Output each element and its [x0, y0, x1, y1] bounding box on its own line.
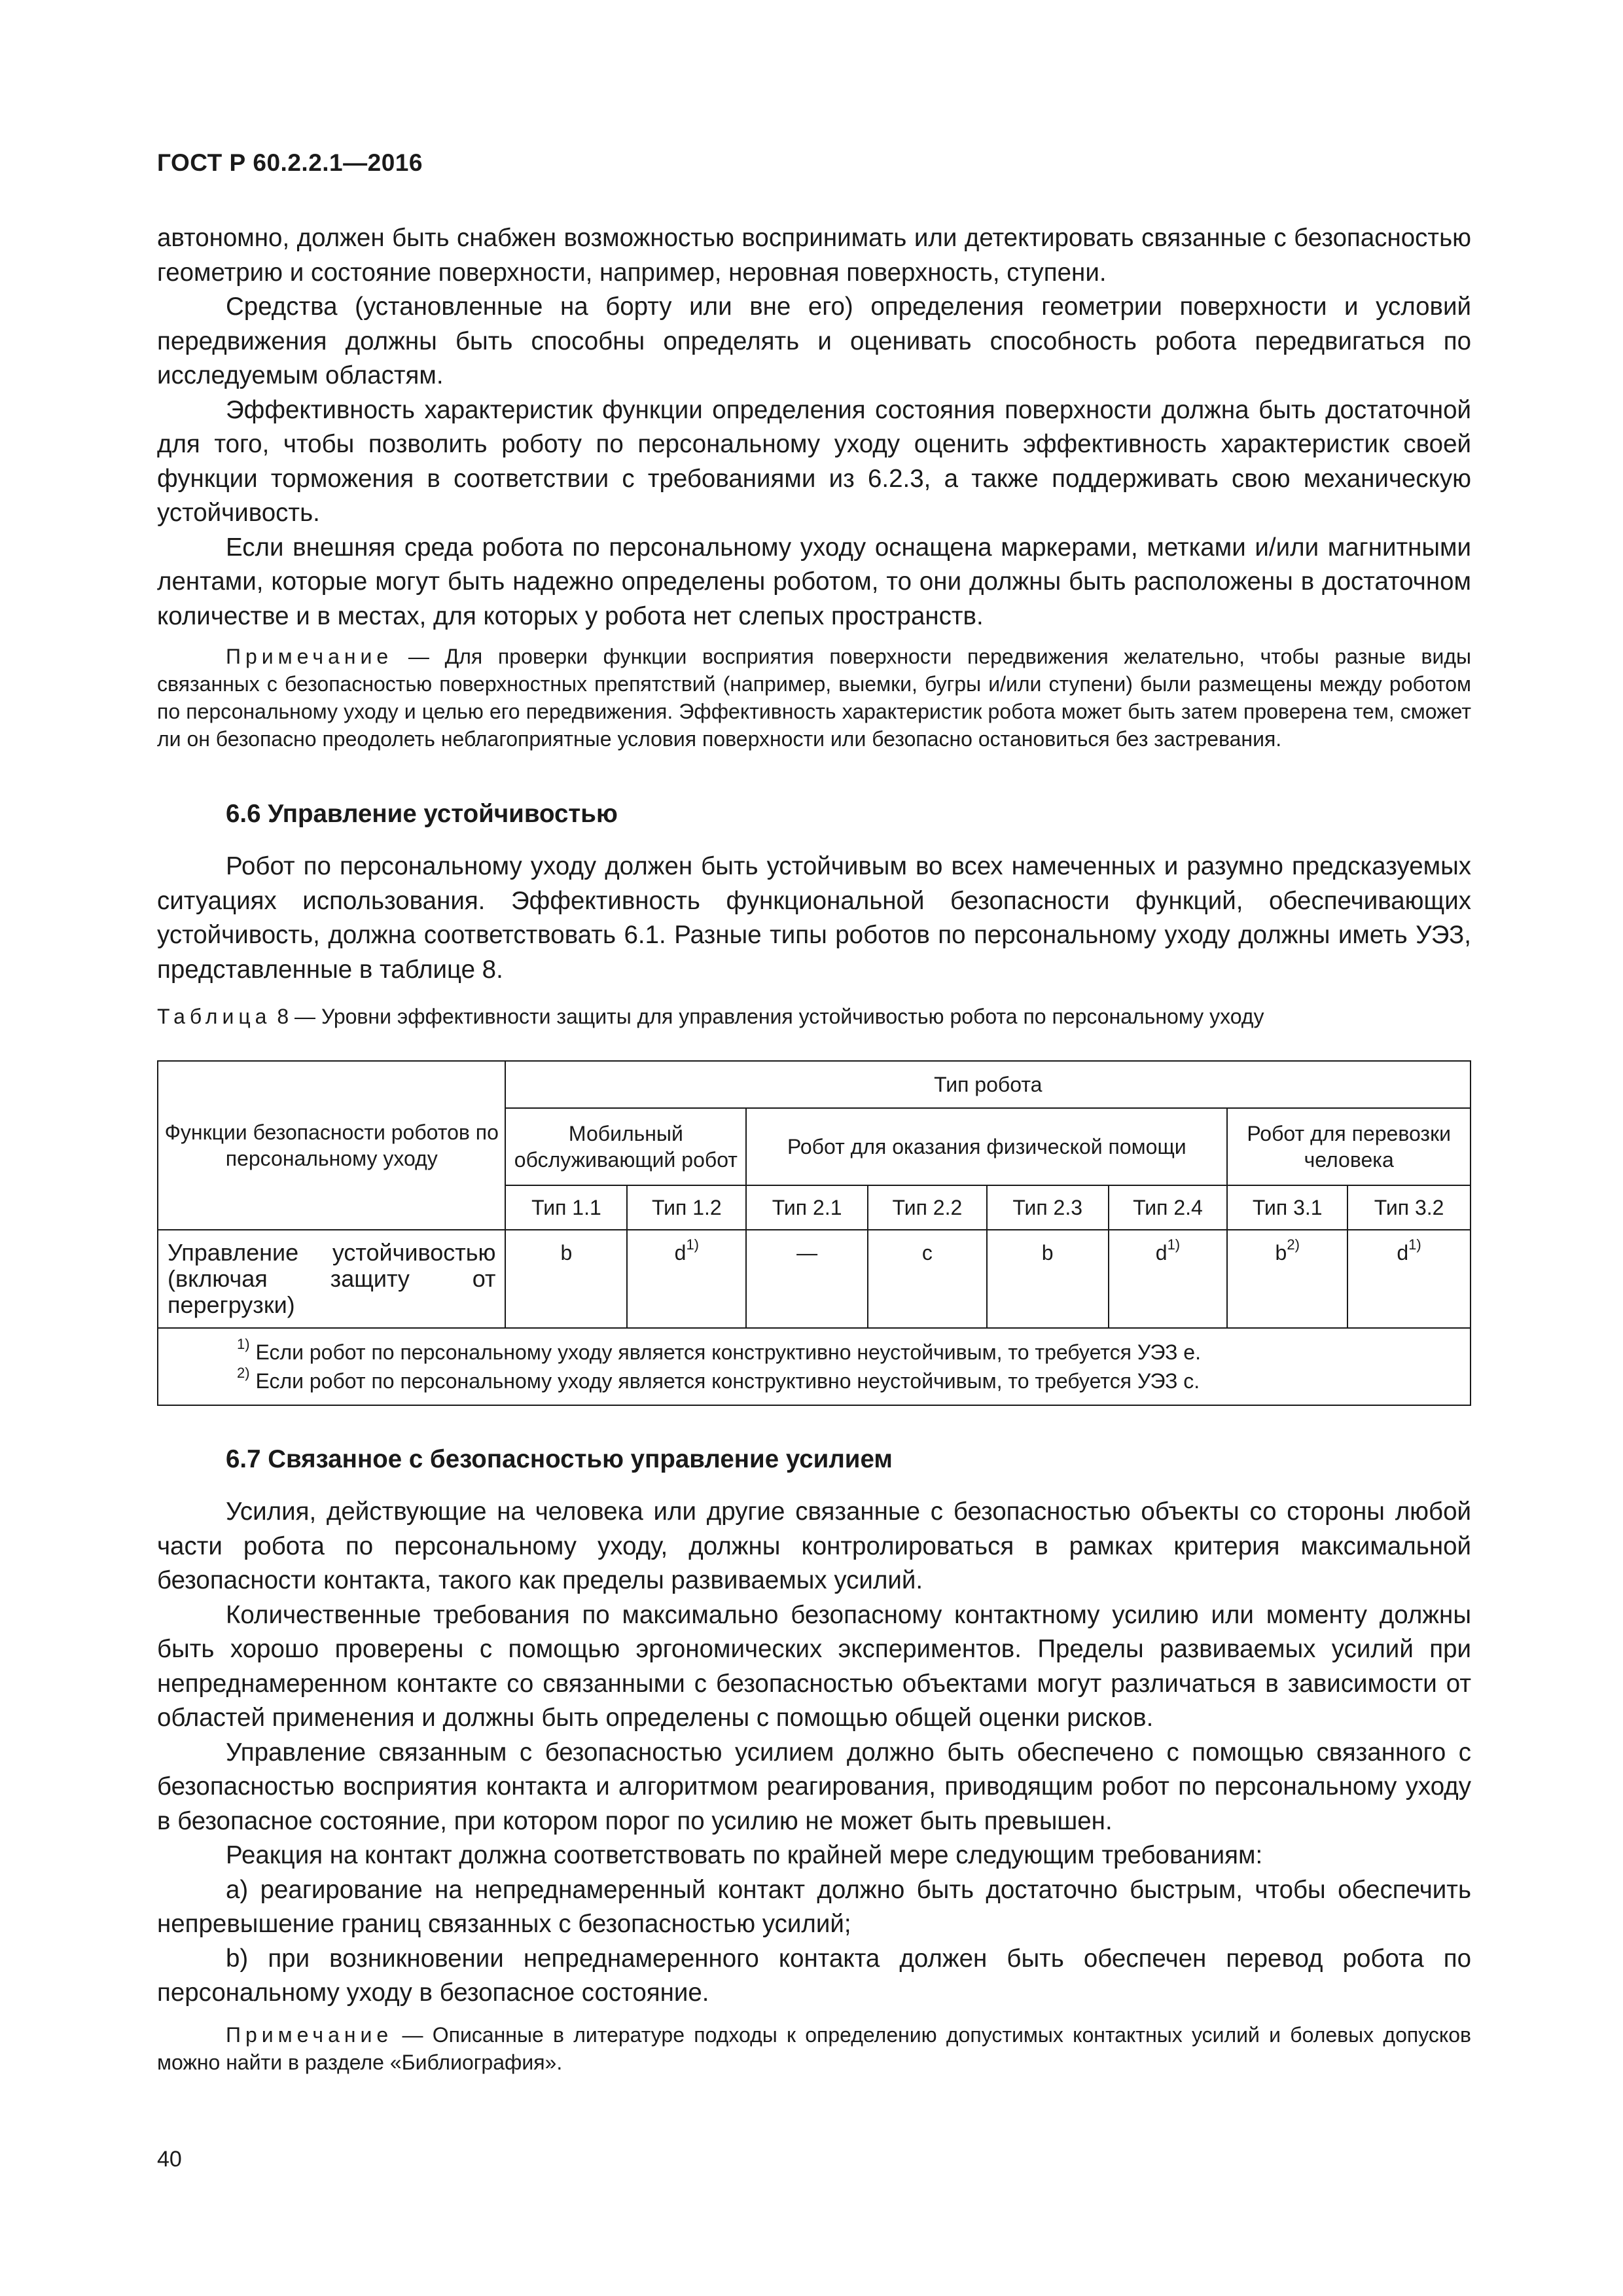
table-cell: $d^{1)}$ [1109, 1230, 1228, 1328]
table-type-header: Тип 3.2 [1347, 1185, 1471, 1230]
table-caption-label: Таблица [157, 1005, 272, 1028]
table-cell: $d^{1)}$ [1347, 1230, 1471, 1328]
paragraph: Робот по персональному уходу должен быть устойчивым во всех намеченных и разумно предсказуемых ситуациях использования. Эффективность функциональной безопасности функций, обеспечивающих устойчивость, должна соответствовать 6.1. Разные типы роботов по персональному уходу должны иметь УЭЗ, представленные в таблице 8. [157, 852, 1471, 984]
paragraph: Средства (установленные на борту или вне его) определения геометрии поверхности и условий передвижения должны быть способны определять и оценивать способность робота передвигаться по исследуемым областям. [157, 293, 1471, 389]
document-code-header: ГОСТ Р 60.2.2.1—2016 [157, 149, 423, 176]
table-type-header: Тип 2.4 [1109, 1185, 1228, 1230]
list-item: b) при возникновении непреднамеренного контакта должен быть обеспечен перевод робота по персональному уходу в безопасное состояние. [157, 1944, 1471, 2007]
table-8 [157, 1060, 1471, 1406]
note-label: Примечание [226, 2022, 393, 2047]
table-cell: $b^{2)}$ [1227, 1230, 1347, 1328]
table-8-caption [157, 1005, 1264, 1029]
table-type-header: Тип 2.1 [746, 1185, 868, 1230]
paragraph: Если внешняя среда робота по персональному уходу оснащена маркерами, метками и/или магнитными лентами, которые могут быть надежно определены роботом, то они должны быть расположены в достаточном количестве и в местах, для которых у робота нет слепых пространств. [157, 533, 1471, 630]
table-cell: $d^{1)}$ [627, 1230, 746, 1328]
table-type-header: Тип 1.2 [627, 1185, 746, 1230]
note-label: Примечание [226, 645, 393, 668]
table-footnote: $^{1)}$ Если робот по персональному уходу является конструктивно неустойчивым, то требуется УЭЗ е. [237, 1336, 1201, 1364]
table-row-label: Управление устойчивостью (включая защиту от перегрузки) [158, 1230, 505, 1328]
table-group-mobile: Мобильный обслуживающий робот [505, 1108, 746, 1185]
note-dash: — [393, 2022, 433, 2047]
table-caption-text: 8 — Уровни эффективности защиты для управления устойчивостью робота по персональному уходу [271, 1005, 1264, 1028]
table-cell: — [746, 1230, 868, 1328]
paragraph: автономно, должен быть снабжен возможностью воспринимать или детектировать связанные с безопасностью геометрию и состояние поверхности, например, неровная поверхность, ступени. [157, 224, 1471, 287]
paragraph: Количественные требования по максимально безопасному контактному усилию или моменту должны быть хорошо проверены с помощью эргономических экспериментов. Пределы развиваемых усилий при непреднамеренном контакте со связанными с безопасностью объектами могут различаться в зависимости от областей применения и должны быть определены с помощью общей оценки рисков. [157, 1600, 1471, 1732]
table-type-header: Тип 1.1 [505, 1185, 627, 1230]
table-group-physical-assist: Робот для оказания физической помощи [746, 1108, 1227, 1185]
section-6-6-text [157, 850, 1471, 987]
paragraph: Усилия, действующие на человека или другие связанные с безопасностью объекты со стороны любой части робота по персональному уходу, должны контролироваться в рамках критерия максимальной безопасности контакта, такого как пределы развиваемых усилий. [157, 1498, 1471, 1594]
table-header-functions: Функции безопасности роботов по персональному уходу [158, 1061, 505, 1230]
table-cell: b [987, 1230, 1109, 1328]
section-6-7-text [157, 1495, 1471, 2076]
table-type-header: Тип 3.1 [1227, 1185, 1347, 1230]
note-block [157, 643, 1471, 753]
list-item: a) реагирование на непреднамеренный контакт должно быть достаточно быстрым, чтобы обеспечить непревышение границ связанных с безопасностью усилий; [157, 1875, 1471, 1938]
table-type-header: Тип 2.2 [868, 1185, 987, 1230]
paragraph: Эффективность характеристик функции определения состояния поверхности должна быть достаточной для того, чтобы позволить роботу по персональному уходу оценить эффективность характеристик своей функции торможения в соответствии с требованиями из 6.2.3, а также поддерживать свою механическую устойчивость. [157, 395, 1471, 527]
paragraph: Реакция на контакт должна соответствовать по крайней мере следующим требованиям: [226, 1841, 1263, 1869]
table-cell: c [868, 1230, 987, 1328]
note-dash: — [393, 645, 445, 668]
table-header-robot-type: Тип робота [505, 1061, 1471, 1108]
table-cell: b [505, 1230, 627, 1328]
table-footnotes [158, 1328, 1471, 1405]
page-number: 40 [157, 2147, 182, 2172]
intro-text-block [157, 221, 1471, 753]
table-group-transport: Робот для перевозки человека [1227, 1108, 1471, 1185]
note-text: Для проверки функции восприятия поверхности передвижения желательно, чтобы разные виды связанных с безопасностью поверхностных препятствий (например, выемки, бугры и/или ступени) были размещены между роботом по персональному уходу и целью его передвижения. Эффективность характеристик робота может быть затем проверена тем, сможет ли он безопасно преодолеть неблагоприятные условия поверхности или безопасно остановиться без застревания. [157, 645, 1472, 751]
table-type-header: Тип 2.3 [987, 1185, 1109, 1230]
note-text: Описанные в литературе подходы к определению допустимых контактных усилий и болевых допусков можно найти в разделе «Библиография». [157, 2022, 1472, 2074]
table-footnote: $^{2)}$ Если робот по персональному уходу является конструктивно неустойчивым, то требуется УЭЗ с. [237, 1365, 1200, 1393]
paragraph: Управление связанным с безопасностью усилием должно быть обеспечено с помощью связанного с безопасностью восприятия контакта и алгоритмом реагирования, приводящим робот по персональному уходу в безопасное состояние, при котором порог по усилию не может быть превышен. [157, 1738, 1471, 1835]
section-6-6-title: 6.6 Управление устойчивостью [226, 800, 618, 828]
section-6-7-title: 6.7 Связанное с безопасностью управление усилием [226, 1445, 893, 1473]
note-block [157, 2021, 1471, 2076]
